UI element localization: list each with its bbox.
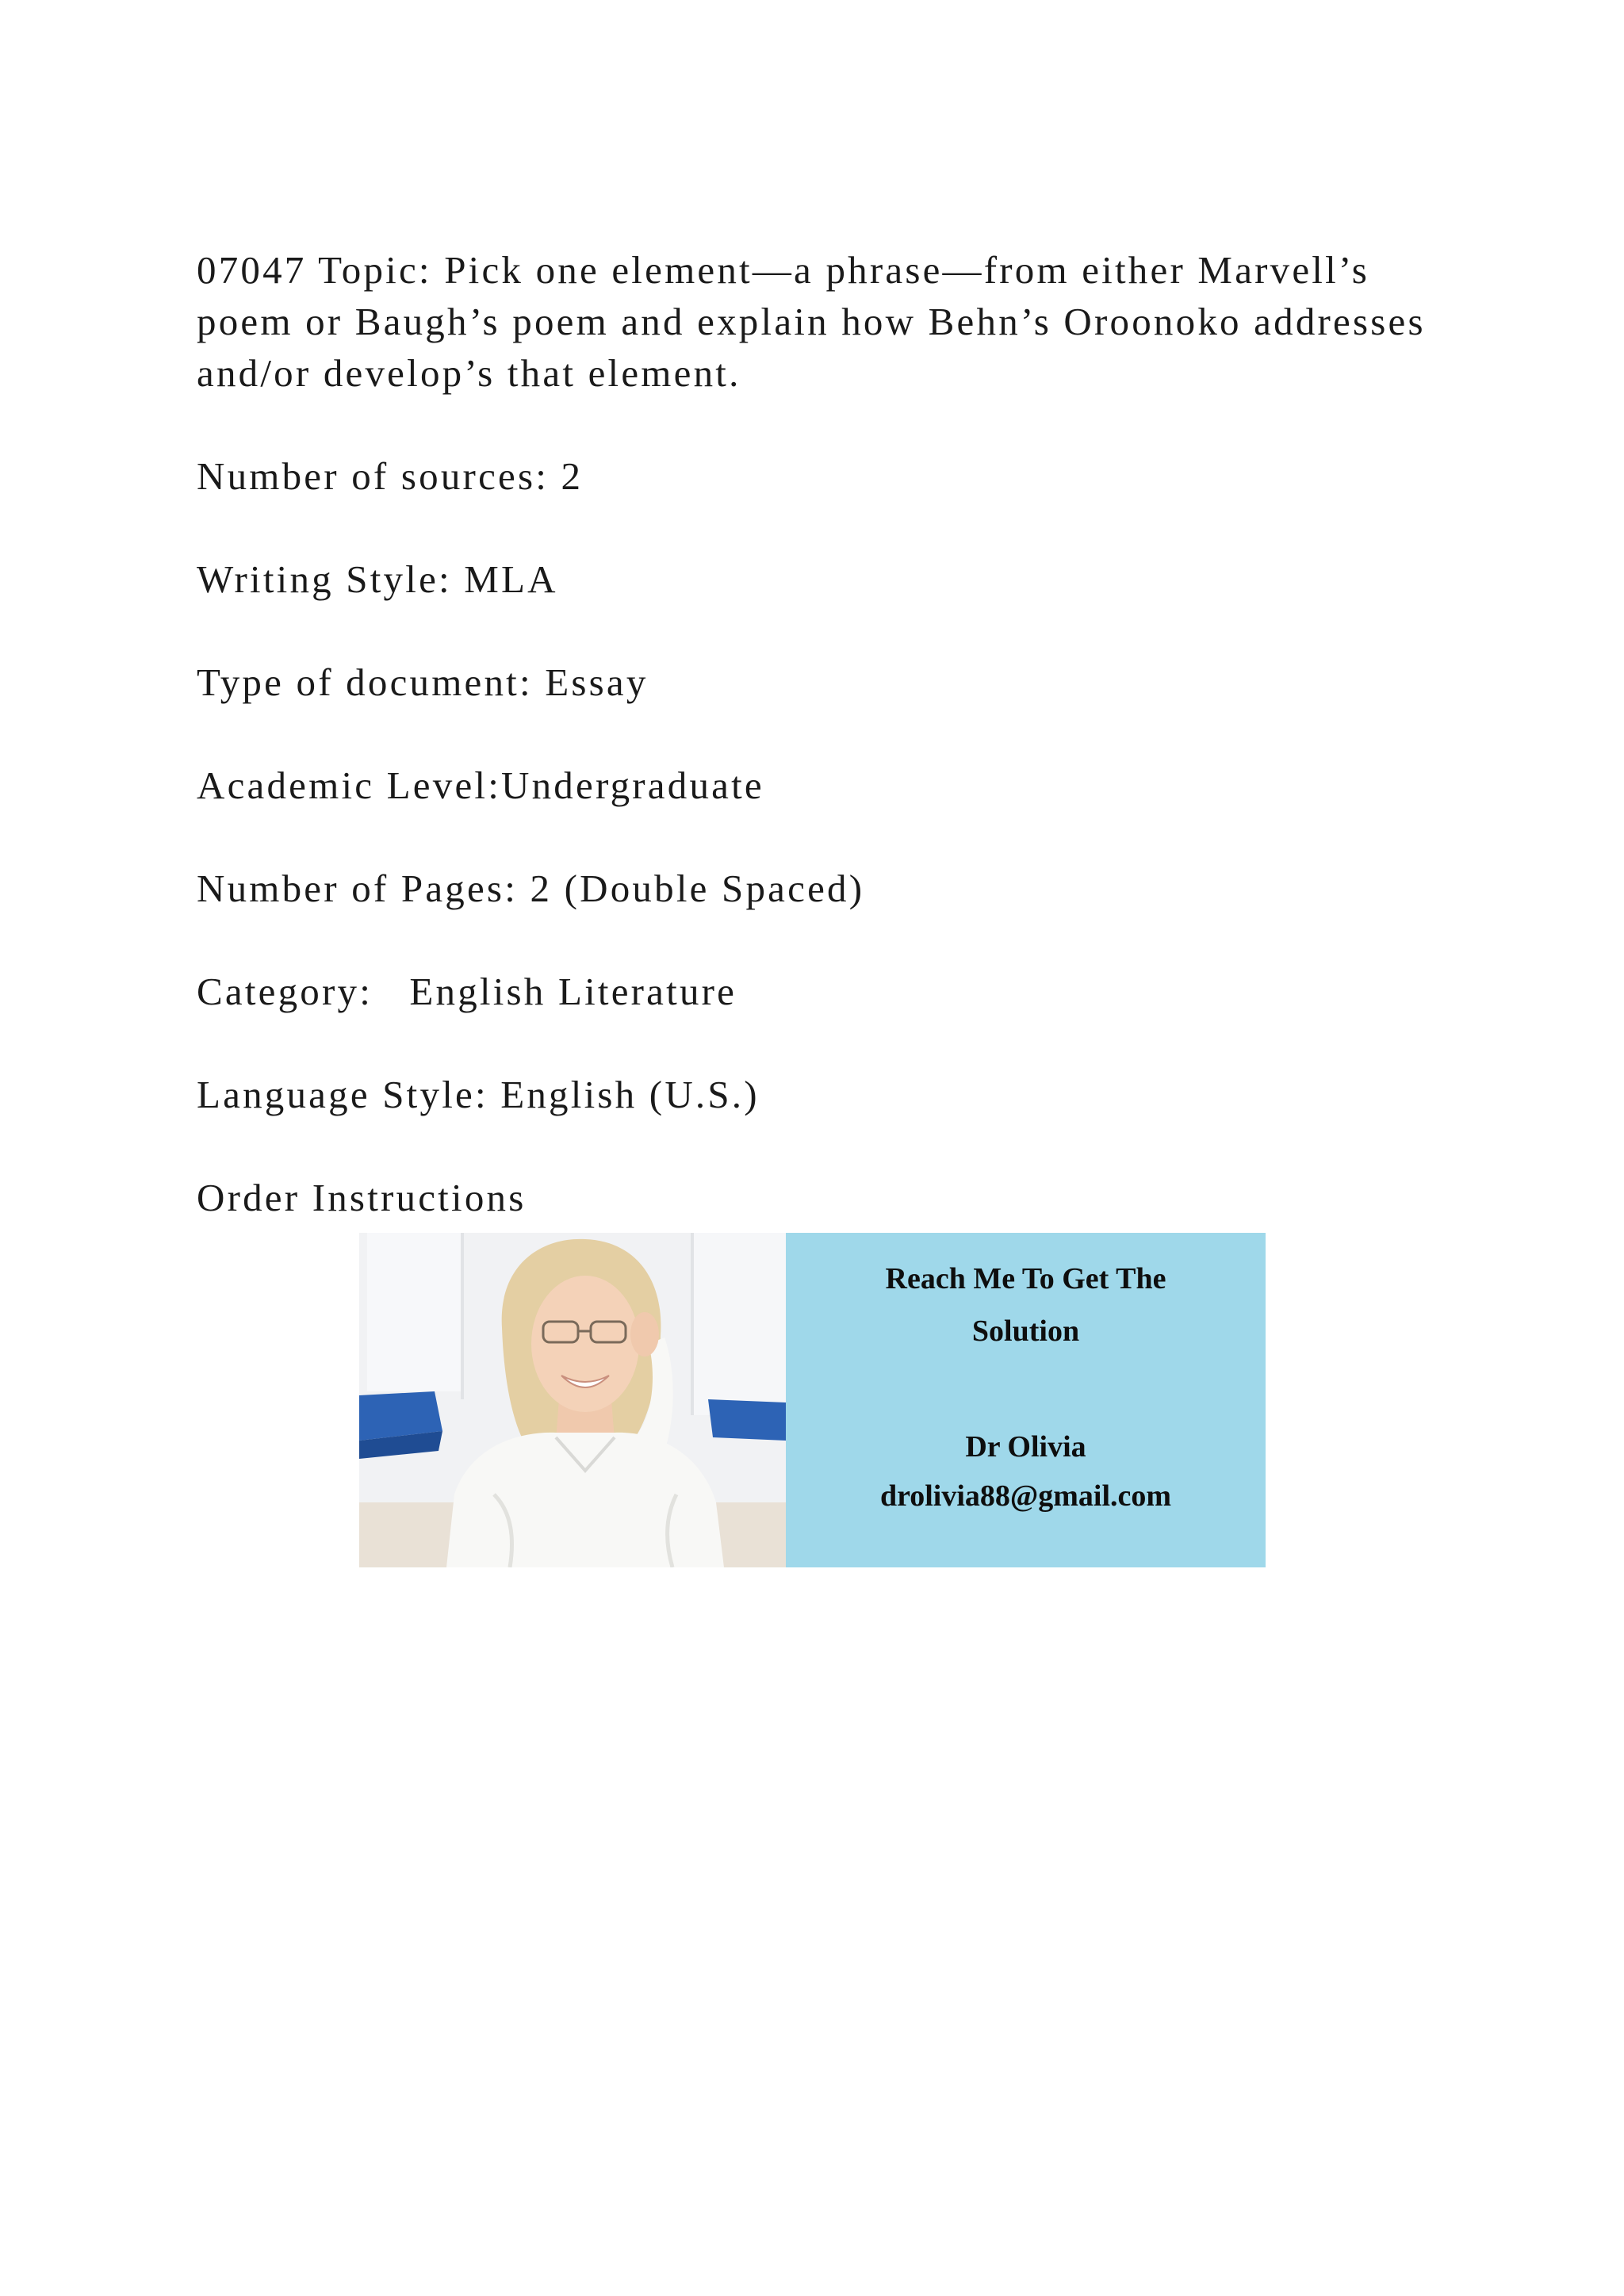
- number-of-pages: Number of Pages: 2 (Double Spaced): [197, 867, 865, 910]
- topic-paragraph: 07047 Topic: Pick one element—a phrase—from either Marvell’s poem or Baugh’s poem and explain how Behn’s Oroonoko addresses and/or develop’s that element.: [197, 248, 1438, 395]
- category: Category: English Literature: [197, 970, 737, 1013]
- contact-name: Dr Olivia: [965, 1430, 1086, 1464]
- number-of-sources: Number of sources: 2: [197, 454, 584, 498]
- tutor-photo: [359, 1233, 786, 1567]
- contact-email: drolivia88@gmail.com: [879, 1479, 1172, 1513]
- type-of-document: Type of document: Essay: [197, 660, 649, 704]
- document-body: [197, 244, 1438, 1223]
- contact-banner: [359, 1233, 1266, 1567]
- language-style: Language Style: English (U.S.): [197, 1073, 760, 1116]
- writing-style: Writing Style: MLA: [197, 557, 558, 601]
- contact-info-panel: [786, 1233, 1266, 1567]
- banner-headline-line1: Reach Me To Get The: [885, 1262, 1166, 1295]
- academic-level: Academic Level:Undergraduate: [197, 763, 764, 807]
- order-instructions-heading: Order Instructions: [197, 1176, 527, 1219]
- banner-headline-line2: Solution: [971, 1314, 1080, 1348]
